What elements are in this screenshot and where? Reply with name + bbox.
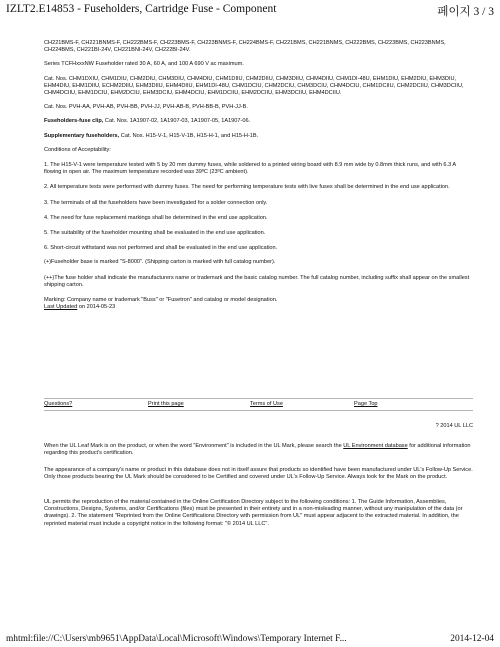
cat-list-1: CH221BMS-F, CH221BNMS-F, CH222BMS-F, CH223BMS-F, CH223BNMS-F, CH224BMS-F, CH221BMS, CH221BNMS, CH222BMS, CH223BMS, CH223BNMS, CH224BMS, CH221BI-24V, CH221BNI-24V, CH222BI-24V.	[44, 40, 446, 54]
last-updated	[44, 304, 473, 311]
condition-item: 6. Short-circuit withstand was not performed and shall be evaluated in the end use application.	[44, 245, 278, 252]
supp-title: Supplementary fuseholders,	[44, 132, 120, 139]
last-updated-link[interactable]: Last Updated	[44, 304, 78, 311]
series-paragraph: Series TCFHxxxNW Fuseholder rated 30 A, 60 A, and 100 A 690 V ac maximum.	[44, 61, 244, 68]
appearance-note: The appearance of a company's name or product in this database does not in itself assure that products so identified have been manufactured under UL's Follow-Up Service. Only those products bearing the UL Mark should be considered to be Certified and covered under UL's Follow-Up Service. Always look for the Mark on the product.	[44, 467, 473, 481]
cat-list-2: Cat. Nos. CHM1DXIU, CHM1DIU, CHM2DIU, CHM3DIU, CHM4DIU, CHM1DIIU, CHM2DIIU, CHM3DIIU, CHM4DIIU, CHM1DI-48U, EHM1DIU, EHM2DIU, EHM3DIU, EHM4DIU, EHM1DIIU, ECHM2DIIU, EHM3DIIU, EHM4DIIU, EHM1DI-48U, CHM1DCIU, CHM2DCIU, CHM3DCIU, CHM4DCIU, CHM1DCIIU, CHM2DCIIU, CHM3DCIIU, CHM4DCIIU, EHM1DCIU, EHM2DCIU, EHM3DCIU, EHM4DCIU, EHM1DCIIU, EHM2DCIIU, EHM3DCIIU, EHM4DCIIU.	[44, 75, 464, 97]
clip-paragraph	[44, 118, 473, 125]
leaf-text-pre: When the UL Leaf Mark is on the product, or when the word "Environment" is included in the UL Mark, please search the	[44, 443, 344, 449]
print-header	[6, 3, 494, 19]
document-title: IZLT2.E14853 - Fuseholders, Cartridge Fuse - Component	[6, 3, 277, 15]
terms-of-use-link[interactable]: Terms of Use	[250, 401, 283, 407]
marking-text: Marking: Company name or trademark "Buss" or "Fusetron" and catalog or model designation.	[44, 297, 278, 304]
note-plus: (+)Fuseholder base is marked "S-8000". (Shipping carton is marked with full catalog number).	[44, 259, 276, 266]
leaf-text-post: for additional information regarding this product's certification.	[44, 443, 471, 457]
reproduction-note: UL permits the reproduction of the material contained in the Online Certification Directory subject to the following conditions: 1. The Guide Information, Assemblies, Constructions, Designs, Systems, and/or Certifications (files) must be presented in their entirety and in a non-misleading manner, without any manipulation of the data (or drawings). 2. The statement "Reprinted from the Online Certifications Directory with permission from UL" must appear adjacent to the extracted material. In addition, the reprinted material must include a copyright notice in the following format: "© 2014 UL LLC".	[44, 499, 463, 527]
ul-environment-database-link[interactable]: UL Environment database	[343, 443, 408, 449]
print-footer	[6, 634, 494, 646]
source-path: mhtml:file://C:\Users\mb9651\AppData\Local\Microsoft\Windows\Temporary Internet F...	[6, 634, 347, 644]
divider-top	[44, 398, 473, 399]
page-indicator: 페이지 3 / 3	[437, 6, 494, 18]
print-date: 2014-12-04	[450, 634, 494, 644]
questions-link[interactable]: Questions?	[44, 401, 73, 407]
copyright-text: ? 2014 UL LLC	[435, 423, 473, 429]
certification-body	[44, 40, 473, 311]
condition-item: 3. The terminals of all the fuseholders have been investigated for a solder connection only.	[44, 199, 268, 206]
print-page-link[interactable]: Print this page	[148, 401, 184, 407]
conditions-heading: Conditions of Acceptability:	[44, 146, 111, 153]
cat-list-3: Cat. Nos. PVH-AA, PVH-AB, PVH-BB, PVH-JJ, PVH-AB-B, PVH-BB-B, PVH-JJ-B.	[44, 104, 248, 111]
clip-text: Cat. Nos. 1A1907-02, 1A1907-03, 1A1907-05, 1A1907-06.	[103, 118, 251, 125]
note-plusplus: (++)The fuse holder shall indicate the manufacturers name or trademark and the basic catalog number. The full catalog number, including suffix shall appear on the smallest shipping carton.	[44, 274, 470, 288]
condition-item: 1. The H15-V-1 were temperature tested with 5 by 20 mm dummy fuses, while soldered to a printed wiring board with 8.9 mm wide by 0.8mm thick runs, and with 6.3 A flowing in open air. The maximum temperature recorded was 39ºC (23ºC ambient).	[44, 162, 456, 176]
clip-title: Fuseholders-fuse clip,	[44, 118, 104, 125]
divider-bottom	[44, 410, 473, 411]
supp-paragraph	[44, 133, 473, 140]
leaf-mark-note	[44, 443, 473, 457]
supp-text: Cat. Nos. H15-V-1, H15-V-1B, H15-H-1, and H15-H-1B.	[119, 132, 259, 139]
page-top-link[interactable]: Page Top	[354, 401, 378, 407]
condition-item: 4. The need for fuse replacement markings shall be determined in the end use application.	[44, 214, 268, 221]
last-updated-date: on 2014-05-23	[77, 304, 116, 311]
footer-nav	[44, 401, 473, 410]
condition-item: 5. The suitability of the fuseholder mounting shall be evaluated in the end use application.	[44, 230, 266, 237]
condition-item: 2. All temperature tests were performed with dummy fuses. The need for performing temperature tests with live fuses shall be determined in the end use application.	[44, 184, 450, 191]
